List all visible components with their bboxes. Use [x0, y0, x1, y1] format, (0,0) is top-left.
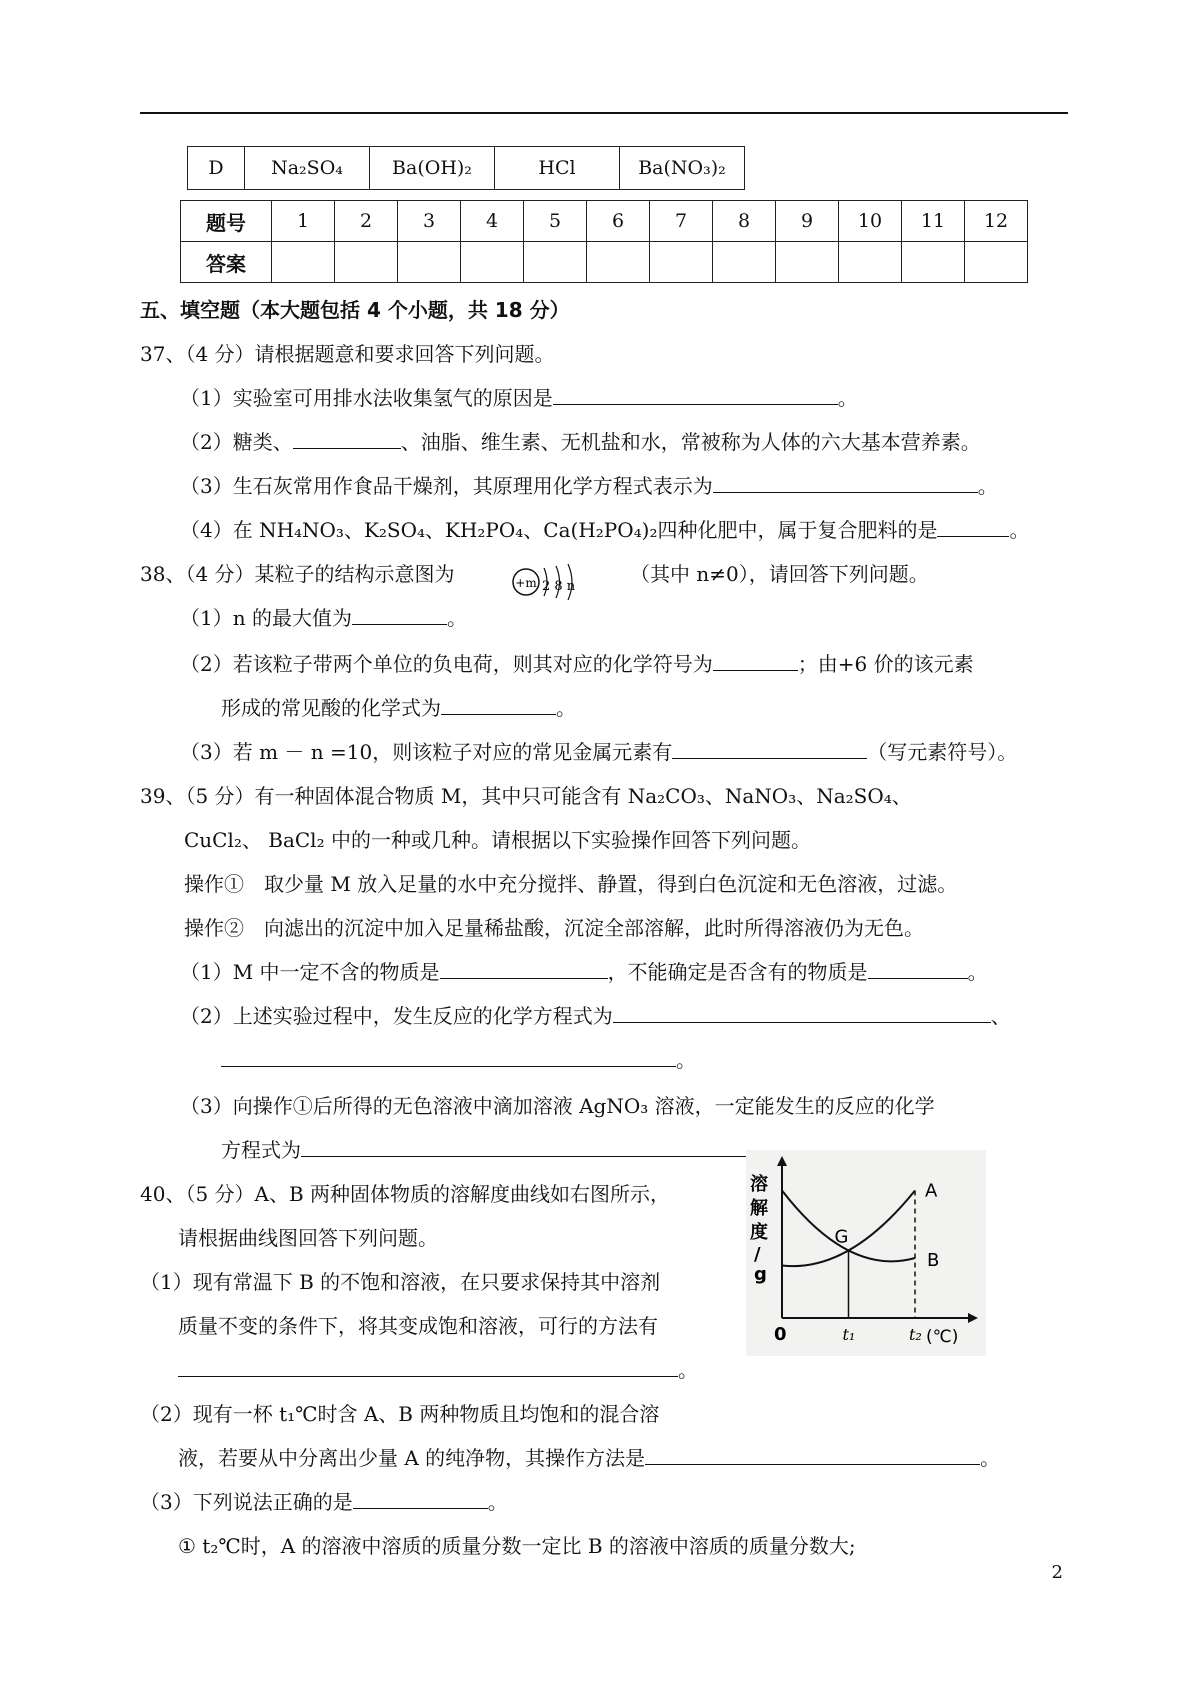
answer-cell[interactable] [335, 242, 398, 283]
answer-blank[interactable] [553, 384, 838, 405]
answer-cell[interactable] [965, 242, 1028, 283]
answer-blank[interactable] [293, 428, 401, 449]
answer-blank[interactable] [613, 1002, 991, 1023]
q39-stem2: CuCl₂、 BaCl₂ 中的一种或几种。请根据以下实验操作回答下列问题。 [184, 828, 811, 852]
header-rule [140, 112, 1068, 114]
x-axis-label: (℃) [926, 1327, 959, 1347]
header-question-number: 题号 [181, 201, 272, 242]
page-number: 2 [1051, 1562, 1063, 1583]
nucleus-label: +m [515, 576, 537, 590]
q39-part2-cont: 。 [221, 1046, 696, 1074]
q38-part3-text-a: （3）若 m － n =10，则该粒子对应的常见金属元素有 [180, 740, 673, 764]
answer-blank[interactable] [352, 604, 447, 625]
cell-reagent: Na₂SO₄ [245, 147, 370, 190]
answer-blank[interactable] [178, 1356, 678, 1377]
q40-part3: （3）下列说法正确的是 。 [140, 1490, 508, 1514]
answer-blank[interactable] [868, 958, 968, 979]
y-axis-label-3: 度 [750, 1222, 768, 1243]
answer-cell[interactable] [587, 242, 650, 283]
answer-blank[interactable] [221, 1046, 676, 1067]
q39-part3: （3）向操作①后所得的无色溶液中滴加溶液 AgNO₃ 溶液，一定能发生的反应的化学 [180, 1094, 935, 1118]
series-b-label: B [927, 1250, 940, 1271]
answer-cell[interactable] [902, 242, 965, 283]
y-axis-label-1: 溶 [750, 1174, 768, 1195]
series-a-label: A [925, 1180, 938, 1202]
cell-reagent: HCl [495, 147, 620, 190]
question-number: 4 [461, 201, 524, 242]
q37-part1-text: （1）实验室可用排水法收集氢气的原因是 [180, 386, 553, 410]
answer-cell[interactable] [650, 242, 713, 283]
q40-part1-blank: 。 [178, 1356, 698, 1384]
q38-part1-text: （1）n 的最大值为 [180, 606, 352, 630]
q39-part3-text-b: 方程式为 [221, 1138, 301, 1162]
section-title: 五、填空题（本大题包括 4 个小题，共 18 分） [140, 298, 570, 322]
question-number: 2 [335, 201, 398, 242]
q40-part2-cont: 液，若要从中分离出少量 A 的纯净物，其操作方法是 。 [178, 1446, 1001, 1470]
answer-blank[interactable] [713, 472, 978, 493]
answer-cell[interactable] [776, 242, 839, 283]
x-tick-t1: t₁ [842, 1325, 856, 1344]
q37-part4-text: （4）在 NH₄NO₃、K₂SO₄、KH₂PO₄、Ca(H₂PO₄)₂四种化肥中，属于复合肥料的是 [180, 518, 938, 542]
answer-blank[interactable] [440, 958, 608, 979]
q38-part2-text-b: ；由+6 价的该元素 [797, 652, 974, 676]
answer-cell[interactable] [398, 242, 461, 283]
question-number: 5 [524, 201, 587, 242]
answer-cell[interactable] [272, 242, 335, 283]
question-number: 11 [902, 201, 965, 242]
y-axis-label-4: / [754, 1244, 761, 1265]
question-number: 8 [713, 201, 776, 242]
question-number: 3 [398, 201, 461, 242]
q40-part3-text: （3）下列说法正确的是 [140, 1490, 353, 1514]
answer-blank[interactable] [441, 694, 556, 715]
q37-part1: （1）实验室可用排水法收集氢气的原因是 。 [180, 386, 858, 410]
cell-reagent: Ba(NO₃)₂ [620, 147, 745, 190]
answer-cell[interactable] [524, 242, 587, 283]
q40-option1: ① t₂℃时，A 的溶液中溶质的质量分数一定比 B 的溶液中溶质的质量分数大; [178, 1534, 856, 1558]
q40-part1-cont: 质量不变的条件下，将其变成饱和溶液，可行的方法有 [178, 1314, 658, 1338]
q38-part1: （1）n 的最大值为 。 [180, 606, 467, 630]
q38-stem-a: 38、（4 分）某粒子的结构示意图为 [140, 562, 455, 586]
q39-part1-text-a: （1）M 中一定不含的物质是 [180, 960, 440, 984]
cell-reagent: Ba(OH)₂ [370, 147, 495, 190]
q40-part2: （2）现有一杯 t₁℃时含 A、B 两种物质且均饱和的混合溶 [140, 1402, 660, 1426]
q38-part2-cont: 形成的常见酸的化学式为 。 [221, 696, 576, 720]
q39-stem1: 39、（5 分）有一种固体混合物质 M，其中只可能含有 Na₂CO₃、NaNO₃、Na₂SO₄、 [140, 784, 912, 808]
answer-blank[interactable] [713, 650, 798, 671]
q38-part2 [180, 650, 974, 678]
q37-part2 [180, 428, 981, 456]
x-axis-arrow [968, 1313, 978, 1323]
q39-part2-text: （2）上述实验过程中，发生反应的化学方程式为 [180, 1004, 613, 1028]
origin-label: 0 [774, 1324, 787, 1345]
y-axis-arrow [777, 1156, 787, 1166]
q38-part2-text-a: （2）若该粒子带两个单位的负电荷，则其对应的化学符号为 [180, 652, 713, 676]
atom-structure-icon [512, 558, 592, 602]
q39-operation2: 操作② 向滤出的沉淀中加入足量稀盐酸，沉淀全部溶解，此时所得溶液仍为无色。 [184, 916, 924, 940]
q37-part3-text: （3）生石灰常用作食品干燥剂，其原理用化学方程式表示为 [180, 474, 713, 498]
answer-cell[interactable] [713, 242, 776, 283]
q40-part1: （1）现有常温下 B 的不饱和溶液，在只要求保持其中溶剂 [140, 1270, 661, 1294]
q39-part2: （2）上述实验过程中，发生反应的化学方程式为 、 [180, 1004, 1011, 1028]
q38-stem-b: （其中 n≠0），请回答下列问题。 [630, 562, 929, 586]
q39-part1-text-b: ，不能确定是否含有的物质是 [607, 960, 868, 984]
q39-part1: （1）M 中一定不含的物质是 ，不能确定是否含有的物质是 。 [180, 960, 988, 984]
question-number: 9 [776, 201, 839, 242]
cell-label: D [188, 147, 245, 190]
question-number: 1 [272, 201, 335, 242]
q38-part3-text-b: （写元素符号）。 [867, 740, 1018, 764]
answer-cell[interactable] [461, 242, 524, 283]
intersection-label: G [834, 1226, 849, 1248]
x-tick-t2: t₂ [909, 1325, 922, 1344]
answer-blank[interactable] [353, 1488, 488, 1509]
question-number: 10 [839, 201, 902, 242]
q37-part4: （4）在 NH₄NO₃、K₂SO₄、KH₂PO₄、Ca(H₂PO₄)₂四种化肥中，属于复合肥料的是 。 [180, 518, 1030, 542]
y-axis-label-5: g [754, 1264, 767, 1285]
question-number: 6 [587, 201, 650, 242]
q40-stem1: 40、（5 分）A、B 两种固体物质的溶解度曲线如右图所示， [140, 1182, 671, 1206]
question-number: 12 [965, 201, 1028, 242]
answer-blank[interactable] [672, 738, 867, 759]
question-number: 7 [650, 201, 713, 242]
q40-stem2: 请根据曲线图回答下列问题。 [178, 1226, 438, 1250]
q39-operation1: 操作① 取少量 M 放入足量的水中充分搅拌、静置，得到白色沉淀和无色溶液，过滤。 [184, 872, 958, 896]
q40-part2-text-b: 液，若要从中分离出少量 A 的纯净物，其操作方法是 [178, 1446, 646, 1470]
answer-cell[interactable] [839, 242, 902, 283]
answer-table [180, 200, 1028, 283]
header-answer: 答案 [181, 242, 272, 283]
reagent-table-row-d [187, 146, 745, 190]
q38-part3 [180, 738, 1017, 766]
y-axis-label-2: 解 [750, 1198, 768, 1219]
shell-electrons: 2 8 n [542, 579, 576, 594]
q37-part2-text-a: （2）糖类、 [180, 430, 293, 454]
q37-part3: （3）生石灰常用作食品干燥剂，其原理用化学方程式表示为 。 [180, 474, 998, 498]
answer-blank[interactable] [937, 516, 1009, 537]
q37-stem: 37、（4 分）请根据题意和要求回答下列问题。 [140, 342, 555, 366]
q37-part2-text-b: 、油脂、维生素、无机盐和水，常被称为人体的六大基本营养素。 [400, 430, 981, 454]
answer-blank[interactable] [645, 1444, 980, 1465]
q39-part3-cont: 方程式为 。 [221, 1138, 851, 1162]
q38-part2-text-c: 形成的常见酸的化学式为 [221, 696, 441, 720]
solubility-chart [746, 1150, 986, 1356]
